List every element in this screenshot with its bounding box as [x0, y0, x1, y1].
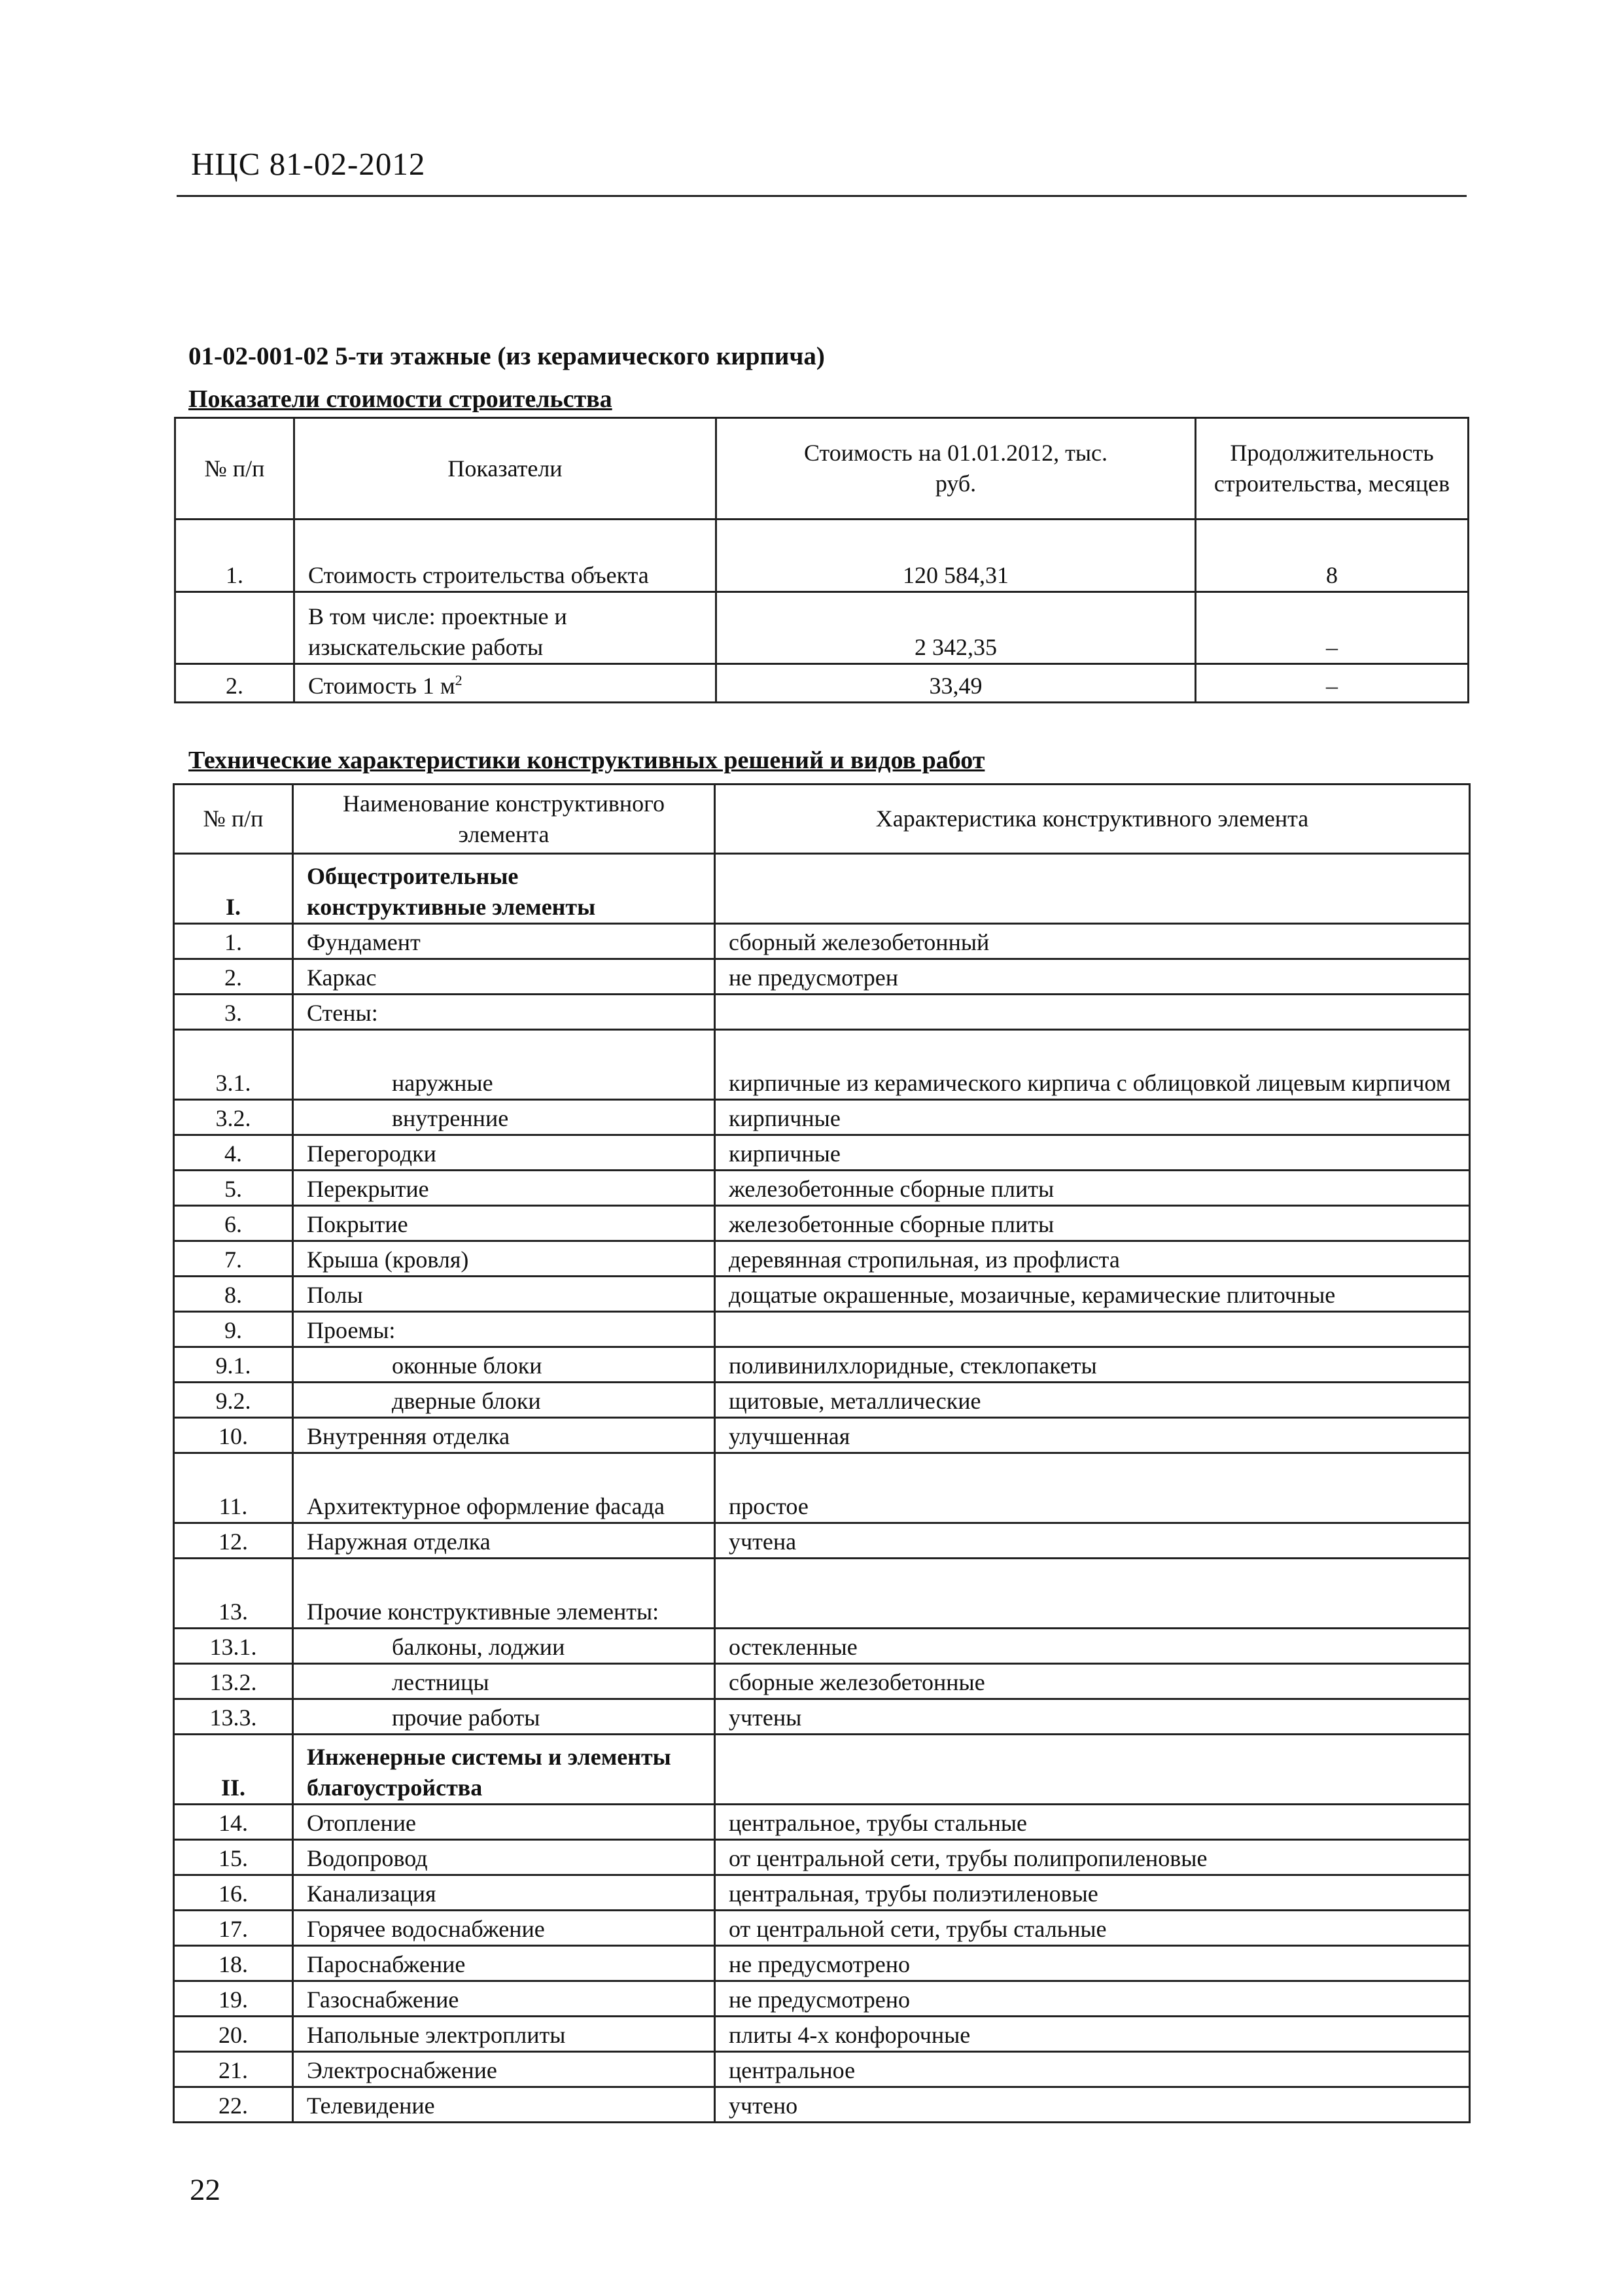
- technical-characteristics-table: [173, 783, 1471, 2123]
- row-element: Отопление: [293, 1805, 715, 1840]
- row-num: 19.: [174, 1981, 293, 2017]
- tech-table-row: [174, 1981, 1470, 2017]
- row-num: 17.: [174, 1911, 293, 1946]
- row-num: 2.: [174, 959, 293, 995]
- tech-table-row: [174, 1277, 1470, 1312]
- row-characteristic: центральное: [715, 2052, 1470, 2087]
- section-title: 01-02-001-02 5-ти этажные (из керамического кирпича): [188, 342, 825, 370]
- row-characteristic: сборные железобетонные: [715, 1664, 1470, 1699]
- row-characteristic: кирпичные: [715, 1135, 1470, 1171]
- tech-table-header-row: [174, 785, 1470, 854]
- cost-table-row: [175, 664, 1469, 703]
- row-characteristic: [715, 854, 1470, 924]
- row-characteristic: [715, 1312, 1470, 1347]
- row-num: 3.1.: [174, 1030, 293, 1100]
- tech-table-row: [174, 2017, 1470, 2052]
- row-num: 9.: [174, 1312, 293, 1347]
- row-indicator: [294, 664, 716, 703]
- row-num: 2.: [175, 664, 294, 703]
- row-characteristic: не предусмотрен: [715, 959, 1470, 995]
- row-element: Телевидение: [293, 2087, 715, 2123]
- row-cost: 2 342,35: [716, 592, 1196, 664]
- tech-table-row: [174, 2087, 1470, 2123]
- row-element: Горячее водоснабжение: [293, 1911, 715, 1946]
- row-element: Полы: [293, 1277, 715, 1312]
- row-characteristic: дощатые окрашенные, мозаичные, керамические плиточные: [715, 1277, 1470, 1312]
- row-characteristic: железобетонные сборные плиты: [715, 1171, 1470, 1206]
- row-num: 15.: [174, 1840, 293, 1875]
- row-num: 1.: [175, 520, 294, 592]
- tech-table-row: [174, 1135, 1470, 1171]
- row-element: Прочие конструктивные элементы:: [293, 1559, 715, 1629]
- row-characteristic: [715, 1559, 1470, 1629]
- row-duration: –: [1196, 664, 1469, 703]
- row-element: Проемы:: [293, 1312, 715, 1347]
- tech-table-row: [174, 1100, 1470, 1135]
- header-num: № п/п: [174, 785, 293, 854]
- header-num: № п/п: [175, 418, 294, 520]
- row-num: 13.2.: [174, 1664, 293, 1699]
- header-characteristic: Характеристика конструктивного элемента: [715, 785, 1470, 854]
- header-duration: Продолжительность строительства, месяцев: [1196, 418, 1469, 520]
- row-num: 7.: [174, 1241, 293, 1277]
- row-num: II.: [174, 1735, 293, 1805]
- row-element: оконные блоки: [293, 1347, 715, 1383]
- row-element: Пароснабжение: [293, 1946, 715, 1981]
- tech-table-row: [174, 1241, 1470, 1277]
- row-num: 13.3.: [174, 1699, 293, 1735]
- row-element: Покрытие: [293, 1206, 715, 1241]
- row-indicator: Стоимость строительства объекта: [294, 520, 716, 592]
- tech-table-row: [174, 1171, 1470, 1206]
- row-characteristic: учтена: [715, 1523, 1470, 1559]
- row-element: Стены:: [293, 995, 715, 1030]
- tech-table-row: [174, 1347, 1470, 1383]
- cost-table-caption: Показатели стоимости строительства: [188, 385, 612, 413]
- tech-table-row: [174, 1699, 1470, 1735]
- row-num: 18.: [174, 1946, 293, 1981]
- row-num: 9.2.: [174, 1383, 293, 1418]
- row-num: 13.: [174, 1559, 293, 1629]
- row-element: Каркас: [293, 959, 715, 995]
- tech-table-caption: Технические характеристики конструктивных решений и видов работ: [188, 747, 985, 774]
- cost-table-header-row: [175, 418, 1469, 520]
- row-element: Наружная отделка: [293, 1523, 715, 1559]
- row-element: дверные блоки: [293, 1383, 715, 1418]
- row-element: Инженерные системы и элементы благоустройства: [293, 1735, 715, 1805]
- row-cost: 33,49: [716, 664, 1196, 703]
- row-element: балконы, лоджии: [293, 1629, 715, 1664]
- tech-table-row: [174, 2052, 1470, 2087]
- row-num: 13.1.: [174, 1629, 293, 1664]
- row-characteristic: улучшенная: [715, 1418, 1470, 1453]
- tech-table-row: [174, 854, 1470, 924]
- row-characteristic: деревянная стропильная, из профлиста: [715, 1241, 1470, 1277]
- row-element: Перегородки: [293, 1135, 715, 1171]
- header-rule: [177, 195, 1467, 197]
- row-num: 10.: [174, 1418, 293, 1453]
- tech-table-row: [174, 1206, 1470, 1241]
- row-num: 12.: [174, 1523, 293, 1559]
- cost-table-row: [175, 592, 1469, 664]
- row-element: Газоснабжение: [293, 1981, 715, 2017]
- row-indicator: В том числе: проектные и изыскательские работы: [294, 592, 716, 664]
- row-num: 14.: [174, 1805, 293, 1840]
- row-characteristic: щитовые, металлические: [715, 1383, 1470, 1418]
- tech-table-row: [174, 1559, 1470, 1629]
- cost-indicators-table: [174, 417, 1469, 703]
- row-element: Общестроительные конструктивные элементы: [293, 854, 715, 924]
- row-characteristic: сборный железобетонный: [715, 924, 1470, 959]
- page-number: 22: [190, 2173, 220, 2207]
- tech-table-row: [174, 1805, 1470, 1840]
- row-num: 20.: [174, 2017, 293, 2052]
- row-num: [175, 592, 294, 664]
- row-num: 21.: [174, 2052, 293, 2087]
- row-element: Перекрытие: [293, 1171, 715, 1206]
- tech-table-row: [174, 1030, 1470, 1100]
- square-superscript: 2: [455, 672, 462, 688]
- tech-table-row: [174, 1946, 1470, 1981]
- row-num: 6.: [174, 1206, 293, 1241]
- row-num: 11.: [174, 1453, 293, 1523]
- row-element: Напольные электроплиты: [293, 2017, 715, 2052]
- header-cost: Стоимость на 01.01.2012, тыс. руб.: [716, 418, 1196, 520]
- tech-table-row: [174, 1312, 1470, 1347]
- header-element: Наименование конструктивного элемента: [293, 785, 715, 854]
- tech-table-row: [174, 1629, 1470, 1664]
- tech-table-row: [174, 1840, 1470, 1875]
- row-element: наружные: [293, 1030, 715, 1100]
- document-code: НЦС 81-02-2012: [191, 146, 426, 182]
- row-num: I.: [174, 854, 293, 924]
- row-characteristic: простое: [715, 1453, 1470, 1523]
- tech-table-row: [174, 1383, 1470, 1418]
- row-num: 3.2.: [174, 1100, 293, 1135]
- row-characteristic: остекленные: [715, 1629, 1470, 1664]
- header-indicator: Показатели: [294, 418, 716, 520]
- row-element: внутренние: [293, 1100, 715, 1135]
- row-characteristic: [715, 995, 1470, 1030]
- row-element: Архитектурное оформление фасада: [293, 1453, 715, 1523]
- tech-table-row: [174, 1875, 1470, 1911]
- row-num: 5.: [174, 1171, 293, 1206]
- row-characteristic: от центральной сети, трубы полипропиленовые: [715, 1840, 1470, 1875]
- tech-table-row: [174, 1453, 1470, 1523]
- cost-table-row: [175, 520, 1469, 592]
- tech-table-row: [174, 924, 1470, 959]
- row-element: Водопровод: [293, 1840, 715, 1875]
- tech-table-row: [174, 995, 1470, 1030]
- row-element: Электроснабжение: [293, 2052, 715, 2087]
- row-characteristic: железобетонные сборные плиты: [715, 1206, 1470, 1241]
- row-cost: 120 584,31: [716, 520, 1196, 592]
- row-characteristic: центральное, трубы стальные: [715, 1805, 1470, 1840]
- row-num: 4.: [174, 1135, 293, 1171]
- tech-table-row: [174, 1418, 1470, 1453]
- row-characteristic: не предусмотрено: [715, 1981, 1470, 2017]
- row-characteristic: учтены: [715, 1699, 1470, 1735]
- row-characteristic: учтено: [715, 2087, 1470, 2123]
- row-element: Крыша (кровля): [293, 1241, 715, 1277]
- row-characteristic: кирпичные: [715, 1100, 1470, 1135]
- row-duration: –: [1196, 592, 1469, 664]
- row-characteristic: плиты 4-х конфорочные: [715, 2017, 1470, 2052]
- tech-table-row: [174, 1664, 1470, 1699]
- row-element: Внутренняя отделка: [293, 1418, 715, 1453]
- row-characteristic: от центральной сети, трубы стальные: [715, 1911, 1470, 1946]
- row-num: 22.: [174, 2087, 293, 2123]
- row-characteristic: не предусмотрено: [715, 1946, 1470, 1981]
- row-num: 1.: [174, 924, 293, 959]
- row-element: лестницы: [293, 1664, 715, 1699]
- row-characteristic: центральная, трубы полиэтиленовые: [715, 1875, 1470, 1911]
- tech-table-row: [174, 1911, 1470, 1946]
- row-duration: 8: [1196, 520, 1469, 592]
- row-element: Канализация: [293, 1875, 715, 1911]
- row-element: прочие работы: [293, 1699, 715, 1735]
- row-element: Фундамент: [293, 924, 715, 959]
- row-indicator-text: Стоимость 1 м: [308, 673, 455, 699]
- row-characteristic: поливинилхлоридные, стеклопакеты: [715, 1347, 1470, 1383]
- tech-table-row: [174, 1523, 1470, 1559]
- row-num: 8.: [174, 1277, 293, 1312]
- row-num: 3.: [174, 995, 293, 1030]
- row-characteristic: [715, 1735, 1470, 1805]
- tech-table-row: [174, 959, 1470, 995]
- row-characteristic: кирпичные из керамического кирпича с облицовкой лицевым кирпичом: [715, 1030, 1470, 1100]
- row-num: 16.: [174, 1875, 293, 1911]
- tech-table-row: [174, 1735, 1470, 1805]
- row-num: 9.1.: [174, 1347, 293, 1383]
